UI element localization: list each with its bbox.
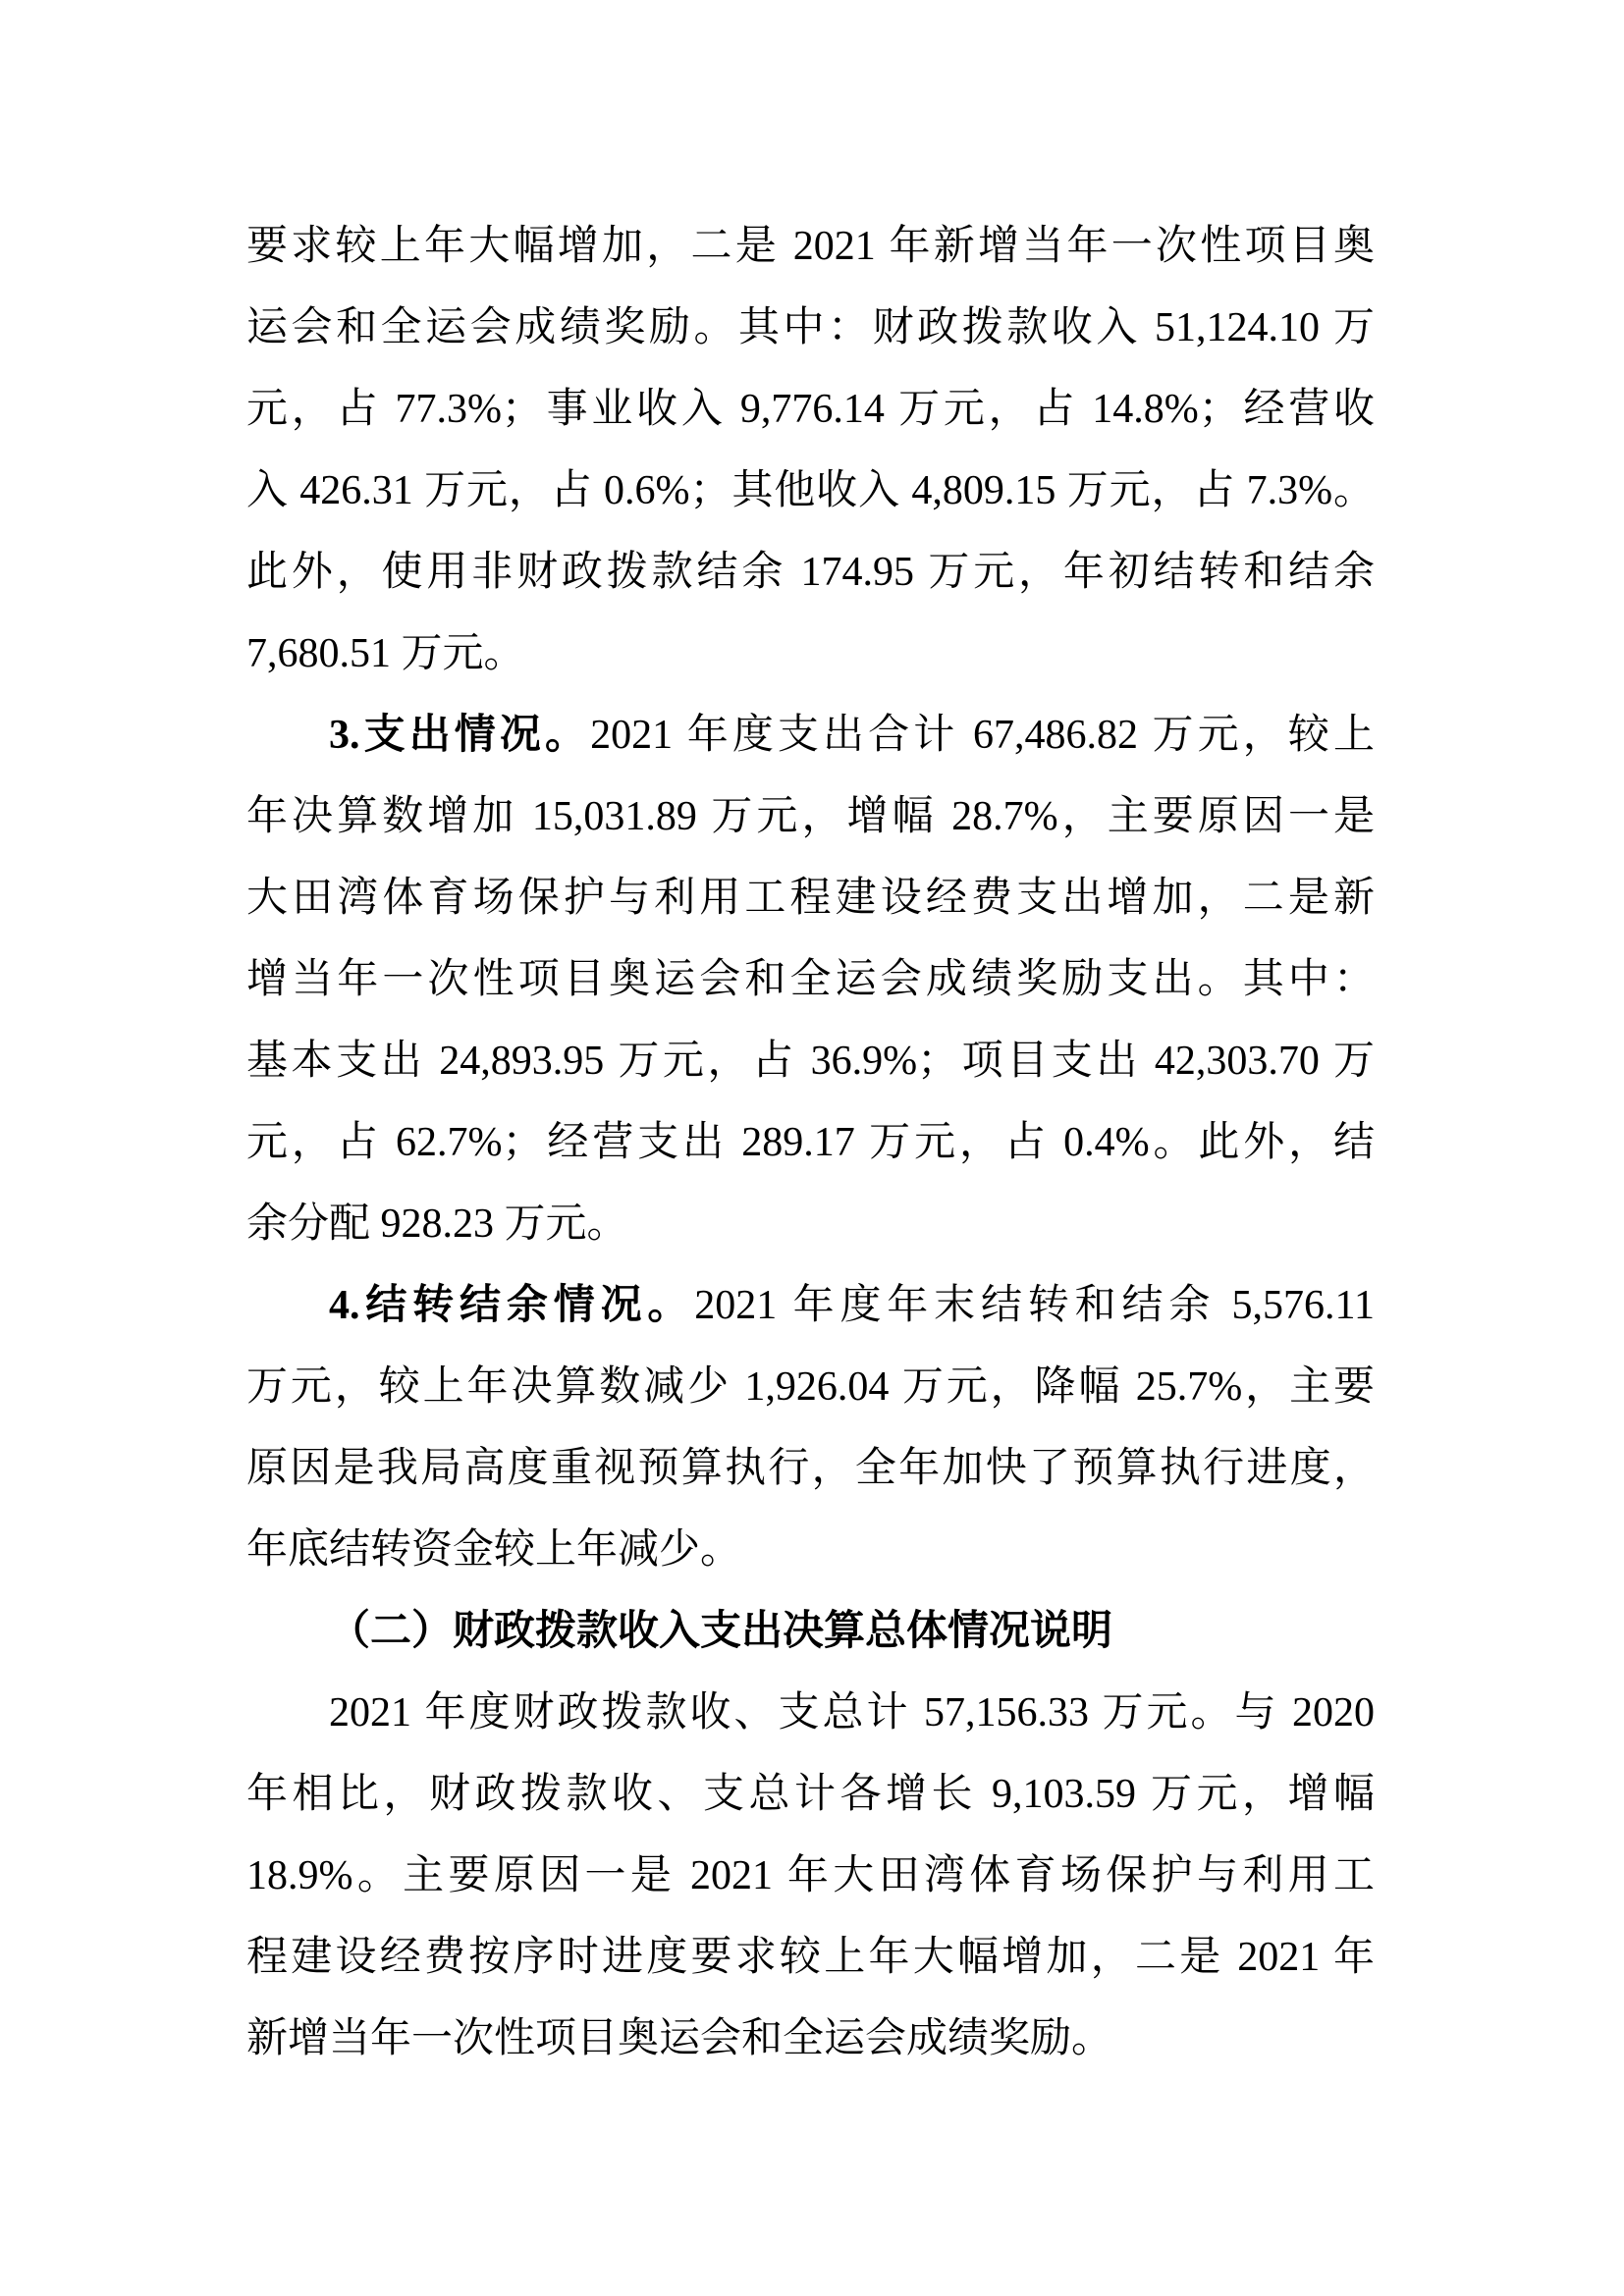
text-line: 入 426.31 万元，占 0.6%；其他收入 4,809.15 万元，占 7.3%。 — [246, 468, 1375, 513]
section-heading — [246, 1591, 1375, 1673]
text-line: 万元，较上年决算数减少 1,926.04 万元，降幅 25.7%，主要 — [246, 1364, 1375, 1410]
text-line — [246, 1265, 1375, 1347]
text-line: 运会和全运会成绩奖励。其中：财政拨款收入 51,124.10 万 — [246, 305, 1375, 350]
paragraph-lead-carryover: 4.结转结余情况。 — [329, 1283, 695, 1328]
paragraph-text: 2021 年度支出合计 67,486.82 万元，较上 — [590, 713, 1375, 758]
text-line: 18.9%。主要原因一是 2021 年大田湾体育场保护与利用工 — [246, 1853, 1375, 1898]
paragraph-lead-expenditure: 3.支出情况。 — [329, 713, 591, 758]
text-line: 7,680.51 万元。 — [246, 631, 525, 676]
text-line: 基本支出 24,893.95 万元，占 36.9%；项目支出 42,303.70 万 — [246, 1039, 1375, 1084]
text-line — [246, 695, 1375, 776]
section-heading-text: （二）财政拨款收入支出决算总体情况说明 — [329, 1609, 1113, 1654]
text-line: 大田湾体育场保护与利用工程建设经费支出增加，二是新 — [246, 876, 1375, 921]
text-line: 元，占 62.7%；经营支出 289.17 万元，占 0.4%。此外，结 — [246, 1120, 1375, 1165]
text-line: 此外，使用非财政拨款结余 174.95 万元，年初结转和结余 — [246, 550, 1375, 595]
text-line: 年相比，财政拨款收、支总计各增长 9,103.59 万元，增幅 — [246, 1772, 1375, 1817]
text-line: 原因是我局高度重视预算执行，全年加快了预算执行进度， — [246, 1446, 1375, 1491]
text-line: 元，占 77.3%；事业收入 9,776.14 万元，占 14.8%；经营收 — [246, 387, 1375, 432]
text-line: 2021 年度财政拨款收、支总计 57,156.33 万元。与 2020 — [329, 1690, 1375, 1735]
text-line: 增当年一次性项目奥运会和全运会成绩奖励支出。其中： — [246, 957, 1375, 1002]
text-line: 要求较上年大幅增加，二是 2021 年新增当年一次性项目奥 — [246, 224, 1375, 269]
paragraph-text: 2021 年度年末结转和结余 5,576.11 — [694, 1283, 1375, 1328]
text-line: 程建设经费按序时进度要求较上年大幅增加，二是 2021 年 — [246, 1935, 1375, 1980]
text-line: 年底结转资金较上年减少。 — [246, 1527, 742, 1573]
body-text — [246, 206, 1375, 2080]
text-line: 新增当年一次性项目奥运会和全运会成绩奖励。 — [246, 2016, 1113, 2061]
text-line: 余分配 928.23 万元。 — [246, 1201, 628, 1247]
text-line: 年决算数增加 15,031.89 万元，增幅 28.7%，主要原因一是 — [246, 794, 1375, 839]
